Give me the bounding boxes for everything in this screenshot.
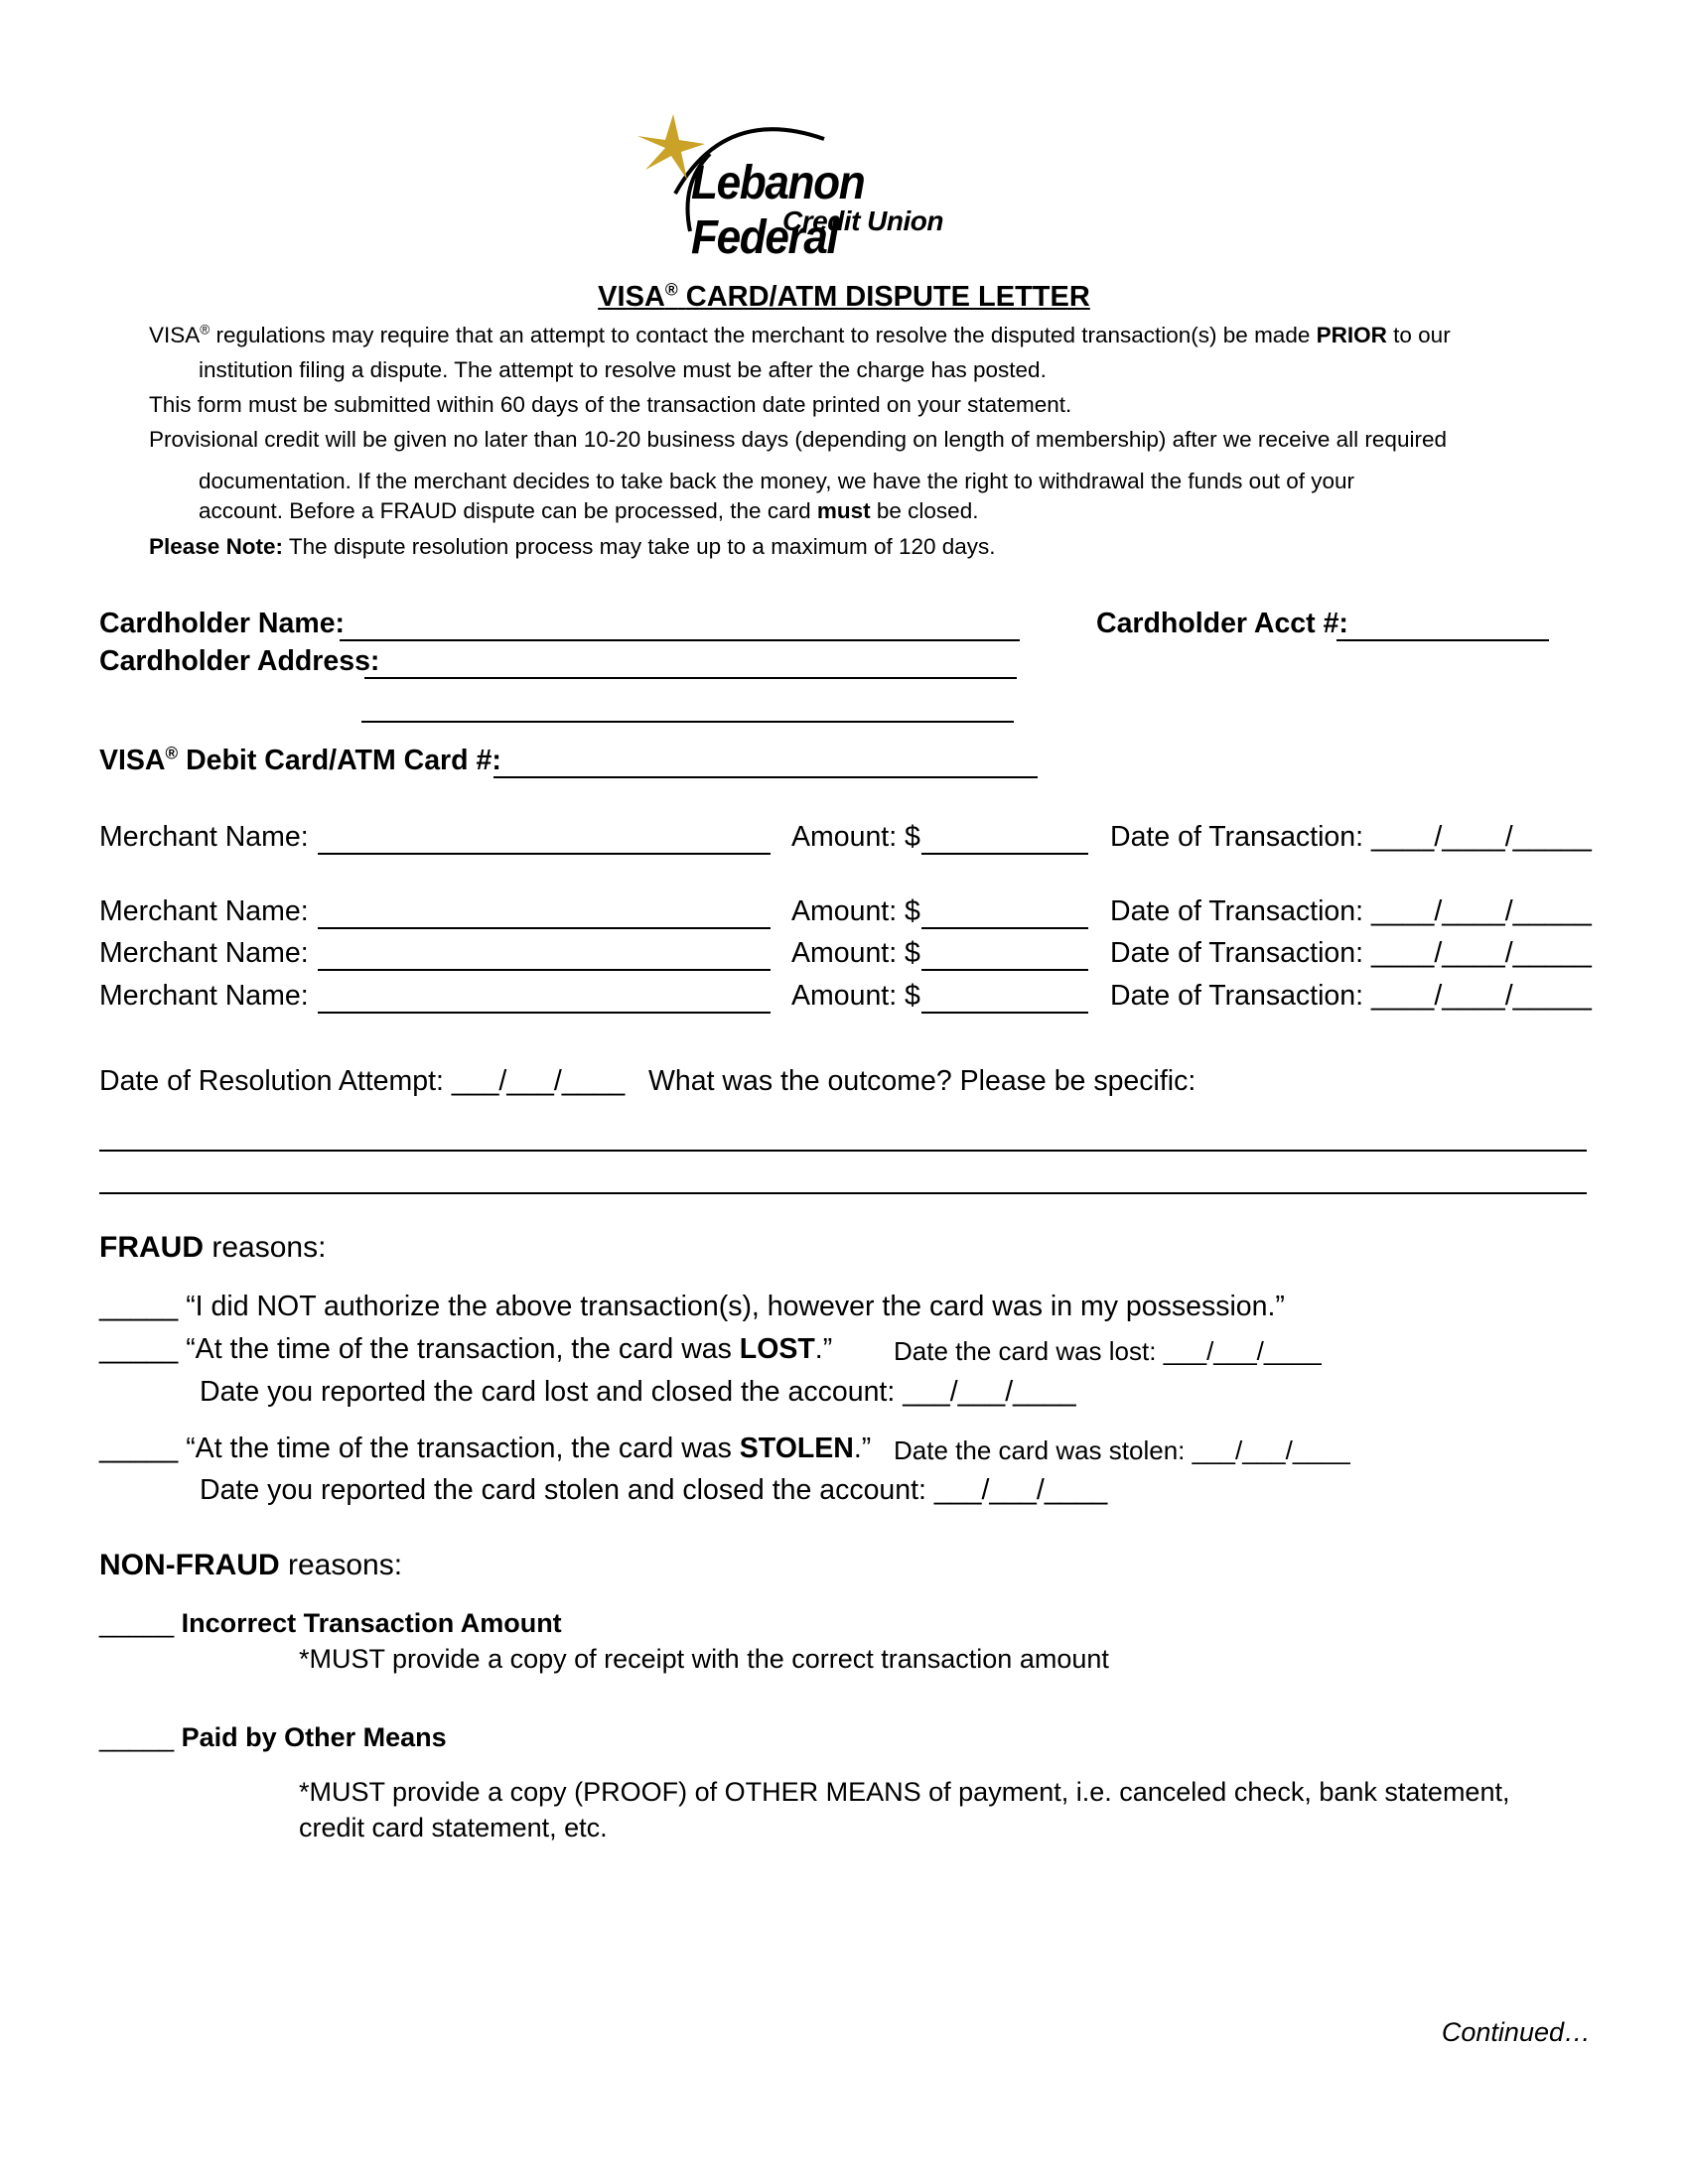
intro-p3c2: be closed. <box>876 498 979 523</box>
intro-must: must <box>816 498 871 523</box>
lost-report-label: Date you reported the card lost and closed the account: <box>200 1376 896 1408</box>
outcome-field-1[interactable] <box>99 1150 1587 1152</box>
amount-field[interactable] <box>921 853 1088 855</box>
intro-reg-mark: ® <box>200 322 211 338</box>
amount-field[interactable] <box>921 969 1088 971</box>
stolen-date-label: Date the card was stolen: <box>894 1435 1186 1465</box>
card-reg-mark: ® <box>165 744 179 763</box>
note-text: The dispute resolution process may take up to a maximum of 120 days. <box>288 534 996 559</box>
lost-report-date-field[interactable]: ___/___/____ <box>903 1376 1076 1408</box>
fraud-reason-2-text: “At the time of the transaction, the card was <box>186 1333 732 1365</box>
amount-field[interactable] <box>921 927 1088 929</box>
page-title <box>0 281 1688 314</box>
lost-date-row <box>894 1336 1322 1367</box>
credit-union-logo <box>635 114 1033 264</box>
nonfraud-item-2-label: Paid by Other Means <box>181 1722 447 1752</box>
stolen-report-label: Date you reported the card stolen and closed the account: <box>200 1474 926 1506</box>
nonfraud-item-2 <box>99 1722 447 1753</box>
merchant-label: Merchant Name: <box>99 937 309 969</box>
intro-line-4: Provisional credit will be given no later than 10-20 business days (depending on length of membership) after we receive all required <box>149 427 1447 452</box>
cardholder-name-label: Cardholder Name: <box>99 608 346 639</box>
date-label-text: Date of Transaction: <box>1110 821 1364 853</box>
merchant-name-field[interactable] <box>318 927 771 929</box>
stolen-date-field[interactable]: ___/___/____ <box>1192 1435 1350 1465</box>
resolution-row <box>99 1065 1196 1098</box>
intro-p1a: regulations may require that an attempt to contact the merchant to resolve the disputed transaction(s) be made <box>215 323 1311 347</box>
transaction-date-field[interactable]: ____/____/_____ <box>1370 895 1592 927</box>
transaction-date-field[interactable]: ____/____/_____ <box>1370 980 1592 1012</box>
intro-line-6 <box>199 498 978 524</box>
merchant-name-field[interactable] <box>318 853 771 855</box>
merchant-label: Merchant Name: <box>99 821 309 853</box>
card-number-text: Debit Card/ATM Card #: <box>186 745 501 776</box>
fraud-heading-rest: reasons: <box>211 1231 327 1264</box>
fraud-reason-1-text: “I did NOT authorize the above transaction(s), however the card was in my possession.” <box>186 1291 1285 1322</box>
amount-label: Amount: $ <box>791 937 920 969</box>
intro-line-1 <box>149 323 1451 348</box>
fraud-reason-1-checkbox[interactable]: _____ <box>99 1291 179 1322</box>
fraud-reason-1 <box>99 1291 1285 1323</box>
continued-label: Continued… <box>1441 2017 1591 2047</box>
title-text: CARD/ATM DISPUTE LETTER <box>685 281 1090 313</box>
cardholder-address-label: Cardholder Address: <box>99 645 380 677</box>
transaction-date-label <box>1110 821 1592 854</box>
intro-line-2: institution filing a dispute. The attempt to resolve must be after the charge has posted. <box>199 357 1047 382</box>
nonfraud-item-2-note-1: *MUST provide a copy (PROOF) of OTHER MEANS of payment, i.e. canceled check, bank statement, <box>299 1777 1510 1807</box>
card-number-field[interactable] <box>493 776 1038 778</box>
stolen-report-row <box>200 1474 1107 1507</box>
lost-date-label: Date the card was lost: <box>894 1336 1157 1366</box>
cardholder-acct-label: Cardholder Acct #: <box>1096 608 1348 639</box>
merchant-label: Merchant Name: <box>99 980 309 1012</box>
note-label: Please Note: <box>149 534 284 559</box>
fraud-reason-3-checkbox[interactable]: _____ <box>99 1433 179 1464</box>
nonfraud-item-1 <box>99 1608 562 1639</box>
nonfraud-item-1-label: Incorrect Transaction Amount <box>181 1608 562 1638</box>
nonfraud-item-1-note: *MUST provide a copy of receipt with the correct transaction amount <box>299 1644 1109 1674</box>
merchant-label: Merchant Name: <box>99 895 309 927</box>
fraud-reason-3-text: “At the time of the transaction, the card was <box>186 1433 732 1464</box>
intro-line-3: This form must be submitted within 60 days of the transaction date printed on your statement. <box>149 392 1072 417</box>
amount-field[interactable] <box>921 1012 1088 1014</box>
cardholder-address-field-2[interactable] <box>361 721 1014 723</box>
lost-report-row <box>200 1376 1076 1409</box>
intro-visa: VISA <box>149 323 201 347</box>
cardholder-name-field[interactable] <box>340 639 1020 641</box>
transaction-date-field[interactable]: ____/____/_____ <box>1370 937 1592 969</box>
outcome-question: What was the outcome? Please be specific: <box>647 1065 1196 1097</box>
fraud-reason-2 <box>99 1333 832 1366</box>
stolen-date-row <box>894 1435 1350 1466</box>
date-label-text: Date of Transaction: <box>1110 895 1364 927</box>
fraud-heading-bold: FRAUD <box>99 1231 204 1264</box>
nonfraud-item-2-note-2: credit card statement, etc. <box>299 1813 608 1843</box>
intro-p3c1: account. Before a FRAUD dispute can be processed, the card <box>199 498 811 523</box>
intro-note <box>149 534 996 560</box>
merchant-name-field[interactable] <box>318 1012 771 1014</box>
lost-bold: LOST <box>739 1333 815 1365</box>
date-label-text: Date of Transaction: <box>1110 937 1364 969</box>
cardholder-acct-field[interactable] <box>1336 639 1549 641</box>
nonfraud-item-1-checkbox[interactable]: _____ <box>99 1608 175 1638</box>
outcome-field-2[interactable] <box>99 1192 1587 1194</box>
transaction-date-label <box>1110 980 1592 1013</box>
transaction-date-label <box>1110 937 1592 970</box>
fraud-heading <box>99 1231 326 1265</box>
title-visa: VISA <box>598 281 665 313</box>
title-reg-mark: ® <box>664 279 678 300</box>
fraud-reason-2-checkbox[interactable]: _____ <box>99 1333 179 1365</box>
nonfraud-heading-bold: NON-FRAUD <box>99 1549 280 1581</box>
nonfraud-item-2-checkbox[interactable]: _____ <box>99 1722 175 1752</box>
fraud-reason-2-close: .” <box>814 1333 833 1365</box>
fraud-reason-3 <box>99 1433 871 1465</box>
nonfraud-heading-rest: reasons: <box>287 1549 403 1581</box>
intro-p1b: to our <box>1393 323 1451 347</box>
card-visa: VISA <box>99 745 166 776</box>
transaction-date-field[interactable]: ____/____/_____ <box>1370 821 1592 853</box>
amount-label: Amount: $ <box>791 895 920 927</box>
amount-label: Amount: $ <box>791 821 920 853</box>
amount-label: Amount: $ <box>791 980 920 1012</box>
transaction-date-label <box>1110 895 1592 928</box>
resolution-date-label: Date of Resolution Attempt: <box>99 1065 444 1097</box>
logo-name: Lebanon Federal <box>691 157 865 264</box>
card-number-label <box>99 745 501 777</box>
intro-prior: PRIOR <box>1316 323 1387 347</box>
stolen-report-date-field[interactable]: ___/___/____ <box>933 1474 1108 1506</box>
stolen-bold: STOLEN <box>739 1433 854 1464</box>
merchant-name-field[interactable] <box>318 969 771 971</box>
lost-date-field[interactable]: ___/___/____ <box>1163 1336 1322 1366</box>
fraud-reason-3-close: .” <box>853 1433 872 1464</box>
nonfraud-heading <box>99 1549 402 1582</box>
resolution-date-field[interactable]: ___/___/____ <box>451 1065 626 1097</box>
cardholder-address-field-1[interactable] <box>364 677 1017 679</box>
date-label-text: Date of Transaction: <box>1110 980 1364 1012</box>
logo-subtitle: Credit Union <box>782 205 943 236</box>
intro-line-5: documentation. If the merchant decides to take back the money, we have the right to withdrawal the funds out of your <box>199 469 1355 493</box>
